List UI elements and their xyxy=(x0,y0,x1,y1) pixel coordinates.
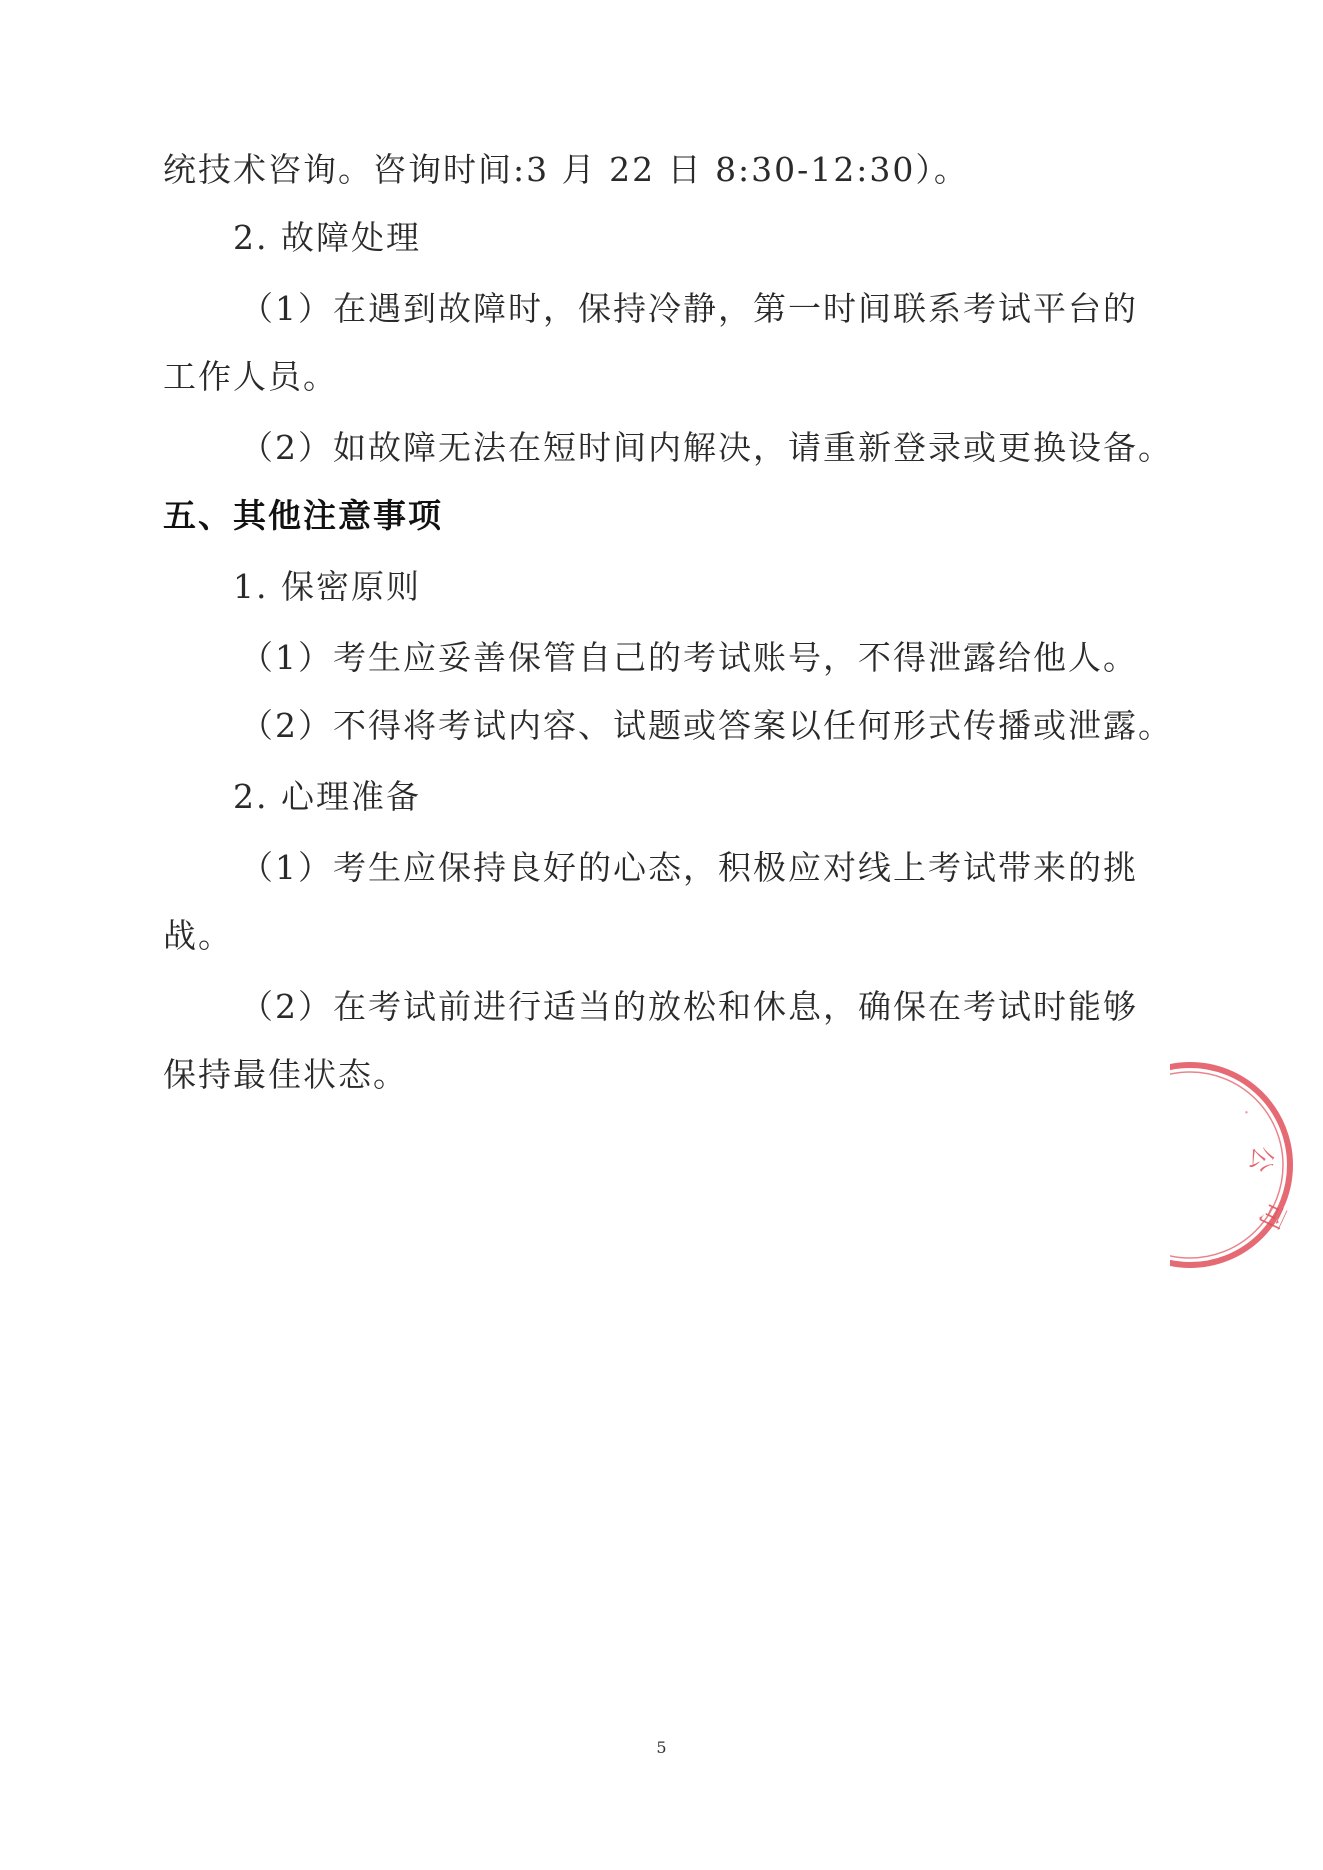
paragraph-line: （1）考生应保持良好的心态，积极应对线上考试带来的挑 xyxy=(240,848,1138,887)
svg-text:司: 司 xyxy=(1252,1197,1291,1234)
paragraph-line: 统技术咨询。咨询时间:3 月 22 日 8:30-12:30）。 xyxy=(163,150,969,189)
paragraph-line: （2）不得将考试内容、试题或答案以任何形式传播或泄露。 xyxy=(240,706,1173,745)
paragraph-line: （2）如故障无法在短时间内解决，请重新登录或更换设备。 xyxy=(240,428,1173,467)
paragraph-line: （2）在考试前进行适当的放松和休息，确保在考试时能够 xyxy=(240,987,1138,1026)
paragraph-line: 战。 xyxy=(163,916,233,955)
paragraph-line: 保持最佳状态。 xyxy=(163,1055,408,1094)
section-heading: 五、其他注意事项 xyxy=(163,496,443,535)
subheading-mental-preparation: 2. 心理准备 xyxy=(233,777,421,816)
page-number: 5 xyxy=(656,1738,667,1757)
subheading-fault-handling: 2. 故障处理 xyxy=(233,218,421,257)
official-seal-stamp xyxy=(1170,1050,1323,1280)
paragraph-line: 工作人员。 xyxy=(163,357,338,396)
svg-text:·: · xyxy=(1235,1108,1257,1117)
subheading-confidentiality: 1. 保密原则 xyxy=(233,567,421,606)
paragraph-line: （1）在遇到故障时，保持冷静，第一时间联系考试平台的 xyxy=(240,289,1138,328)
svg-text:公: 公 xyxy=(1243,1143,1278,1175)
paragraph-line: （1）考生应妥善保管自己的考试账号，不得泄露给他人。 xyxy=(240,638,1138,677)
